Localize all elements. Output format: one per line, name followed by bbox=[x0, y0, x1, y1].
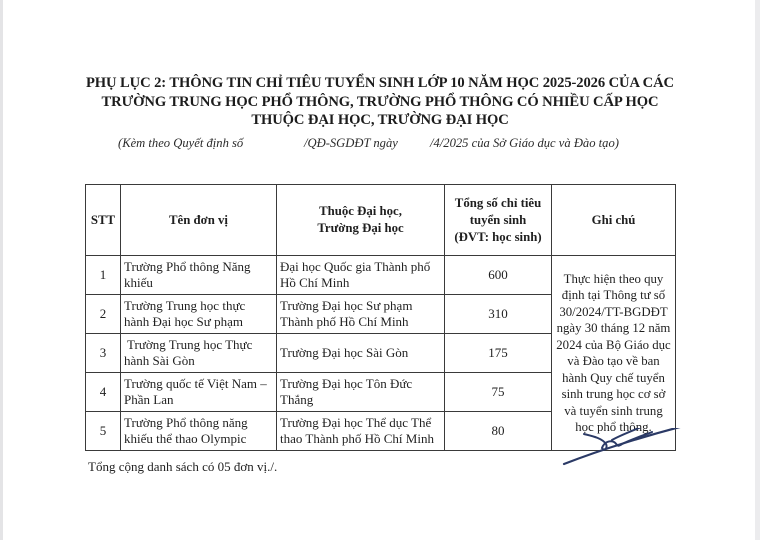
cell-quota: 310 bbox=[445, 295, 552, 334]
subtitle-decision-code: /QĐ-SGDĐT ngày bbox=[304, 136, 398, 150]
note-line: định tại Thông tư số bbox=[561, 288, 666, 302]
title-line-1: PHỤ LỤC 2: THÔNG TIN CHỈ TIÊU TUYỂN SINH LỚP 10 NĂM HỌC 2025-2026 CỦA CÁC bbox=[85, 75, 674, 91]
subtitle-date-issuer: /4/2025 của Sở Giáo dục và Đào tạo) bbox=[430, 136, 619, 150]
cell-stt: 1 bbox=[86, 256, 121, 295]
note-line: sinh trung học cơ sở bbox=[561, 387, 666, 401]
university-line-2: Thành phố Hồ Chí Minh bbox=[280, 314, 409, 329]
university-line-1: Đại học Quốc gia Thành phố bbox=[280, 258, 431, 274]
university-line-2: Hồ Chí Minh bbox=[280, 275, 350, 290]
subtitle-decision-ref: (Kèm theo Quyết định số bbox=[118, 136, 244, 150]
cell-quota: 80 bbox=[445, 412, 552, 451]
cell-stt: 2 bbox=[86, 295, 121, 334]
quota-table bbox=[85, 184, 676, 451]
header-quota-line-3: (ĐVT: học sinh) bbox=[454, 229, 542, 244]
university-line-1: Trường Đại học Tôn Đức bbox=[280, 375, 413, 391]
note-line: ngày 30 tháng 12 năm bbox=[556, 321, 671, 335]
cell-quota: 600 bbox=[445, 256, 552, 295]
school-name-line-2: hành Sài Gòn bbox=[124, 353, 195, 368]
signature-icon bbox=[560, 428, 710, 488]
title-line-2: TRƯỜNG TRUNG HỌC PHỔ THÔNG, TRƯỜNG PHỔ THÔNG CÓ NHIỀU CẤP HỌC bbox=[101, 93, 659, 110]
cell-school-name bbox=[121, 256, 277, 295]
cell-university bbox=[277, 295, 445, 334]
document-subtitle bbox=[118, 136, 658, 151]
header-note: Ghi chú bbox=[552, 185, 676, 256]
header-quota-line-1: Tổng số chỉ tiêu bbox=[454, 195, 542, 210]
table-row bbox=[86, 256, 676, 295]
school-name-line-2: khiếu bbox=[124, 275, 153, 290]
university-line-1: Trường Đại học Sư phạm bbox=[280, 297, 413, 313]
cell-school-name bbox=[121, 334, 277, 373]
total-units-note: Tổng cộng danh sách có 05 đơn vị./. bbox=[88, 459, 278, 474]
cell-university bbox=[277, 373, 445, 412]
university-line-1: Trường Đại học Thể dục Thể bbox=[280, 414, 432, 430]
cell-school-name bbox=[121, 373, 277, 412]
university-line-2: thao Thành phố Hồ Chí Minh bbox=[280, 431, 434, 446]
header-name: Tên đơn vị bbox=[121, 185, 277, 256]
note-line: hành Quy chế tuyển bbox=[562, 370, 665, 385]
cell-stt: 3 bbox=[86, 334, 121, 373]
note-line: và Đào tạo về ban bbox=[567, 354, 660, 368]
school-name-line-1: Trường Phổ thông Năng bbox=[124, 258, 251, 274]
note-line: Thực hiện theo quy bbox=[563, 271, 664, 286]
school-name-line-1: Trường Trung học thực bbox=[124, 297, 246, 313]
school-name-line-2: Phần Lan bbox=[124, 392, 174, 407]
cell-university bbox=[277, 334, 445, 373]
school-name-line-1: Trường Phổ thông năng bbox=[124, 414, 248, 430]
header-university-line-1: Thuộc Đại học, bbox=[319, 204, 402, 218]
university-line-1: Trường Đại học Sài Gòn bbox=[280, 344, 409, 360]
note-line: 2024 của Bộ Giáo dục bbox=[556, 337, 671, 352]
note-line: và tuyển sinh trung bbox=[564, 403, 663, 418]
school-name-line-2: khiếu thể thao Olympic bbox=[124, 431, 247, 446]
cell-stt: 5 bbox=[86, 412, 121, 451]
document-title bbox=[60, 74, 700, 130]
header-stt: STT bbox=[86, 185, 121, 256]
cell-quota: 175 bbox=[445, 334, 552, 373]
cell-school-name bbox=[121, 295, 277, 334]
school-name-line-1: Trường Trung học Thực bbox=[124, 336, 253, 352]
page-edge-right bbox=[755, 0, 760, 540]
cell-university bbox=[277, 412, 445, 451]
cell-school-name bbox=[121, 412, 277, 451]
page-edge-left bbox=[0, 0, 3, 540]
table-header-row bbox=[86, 185, 676, 256]
header-quota-line-2: tuyển sinh bbox=[469, 212, 527, 227]
header-university bbox=[277, 185, 445, 256]
cell-university bbox=[277, 256, 445, 295]
note-line: học phổ thông. bbox=[575, 420, 652, 434]
cell-quota: 75 bbox=[445, 373, 552, 412]
note-line: 30/2024/TT-BGDĐT bbox=[559, 304, 668, 319]
header-university-line-2: Trường Đại học bbox=[317, 221, 404, 235]
cell-note bbox=[552, 256, 676, 451]
cell-stt: 4 bbox=[86, 373, 121, 412]
header-quota bbox=[445, 185, 552, 256]
title-line-3: THUỘC ĐẠI HỌC, TRƯỜNG ĐẠI HỌC bbox=[251, 112, 509, 128]
university-line-2: Thắng bbox=[280, 392, 314, 407]
school-name-line-1: Trường quốc tế Việt Nam – bbox=[124, 375, 267, 391]
school-name-line-2: hành Đại học Sư phạm bbox=[124, 314, 243, 329]
